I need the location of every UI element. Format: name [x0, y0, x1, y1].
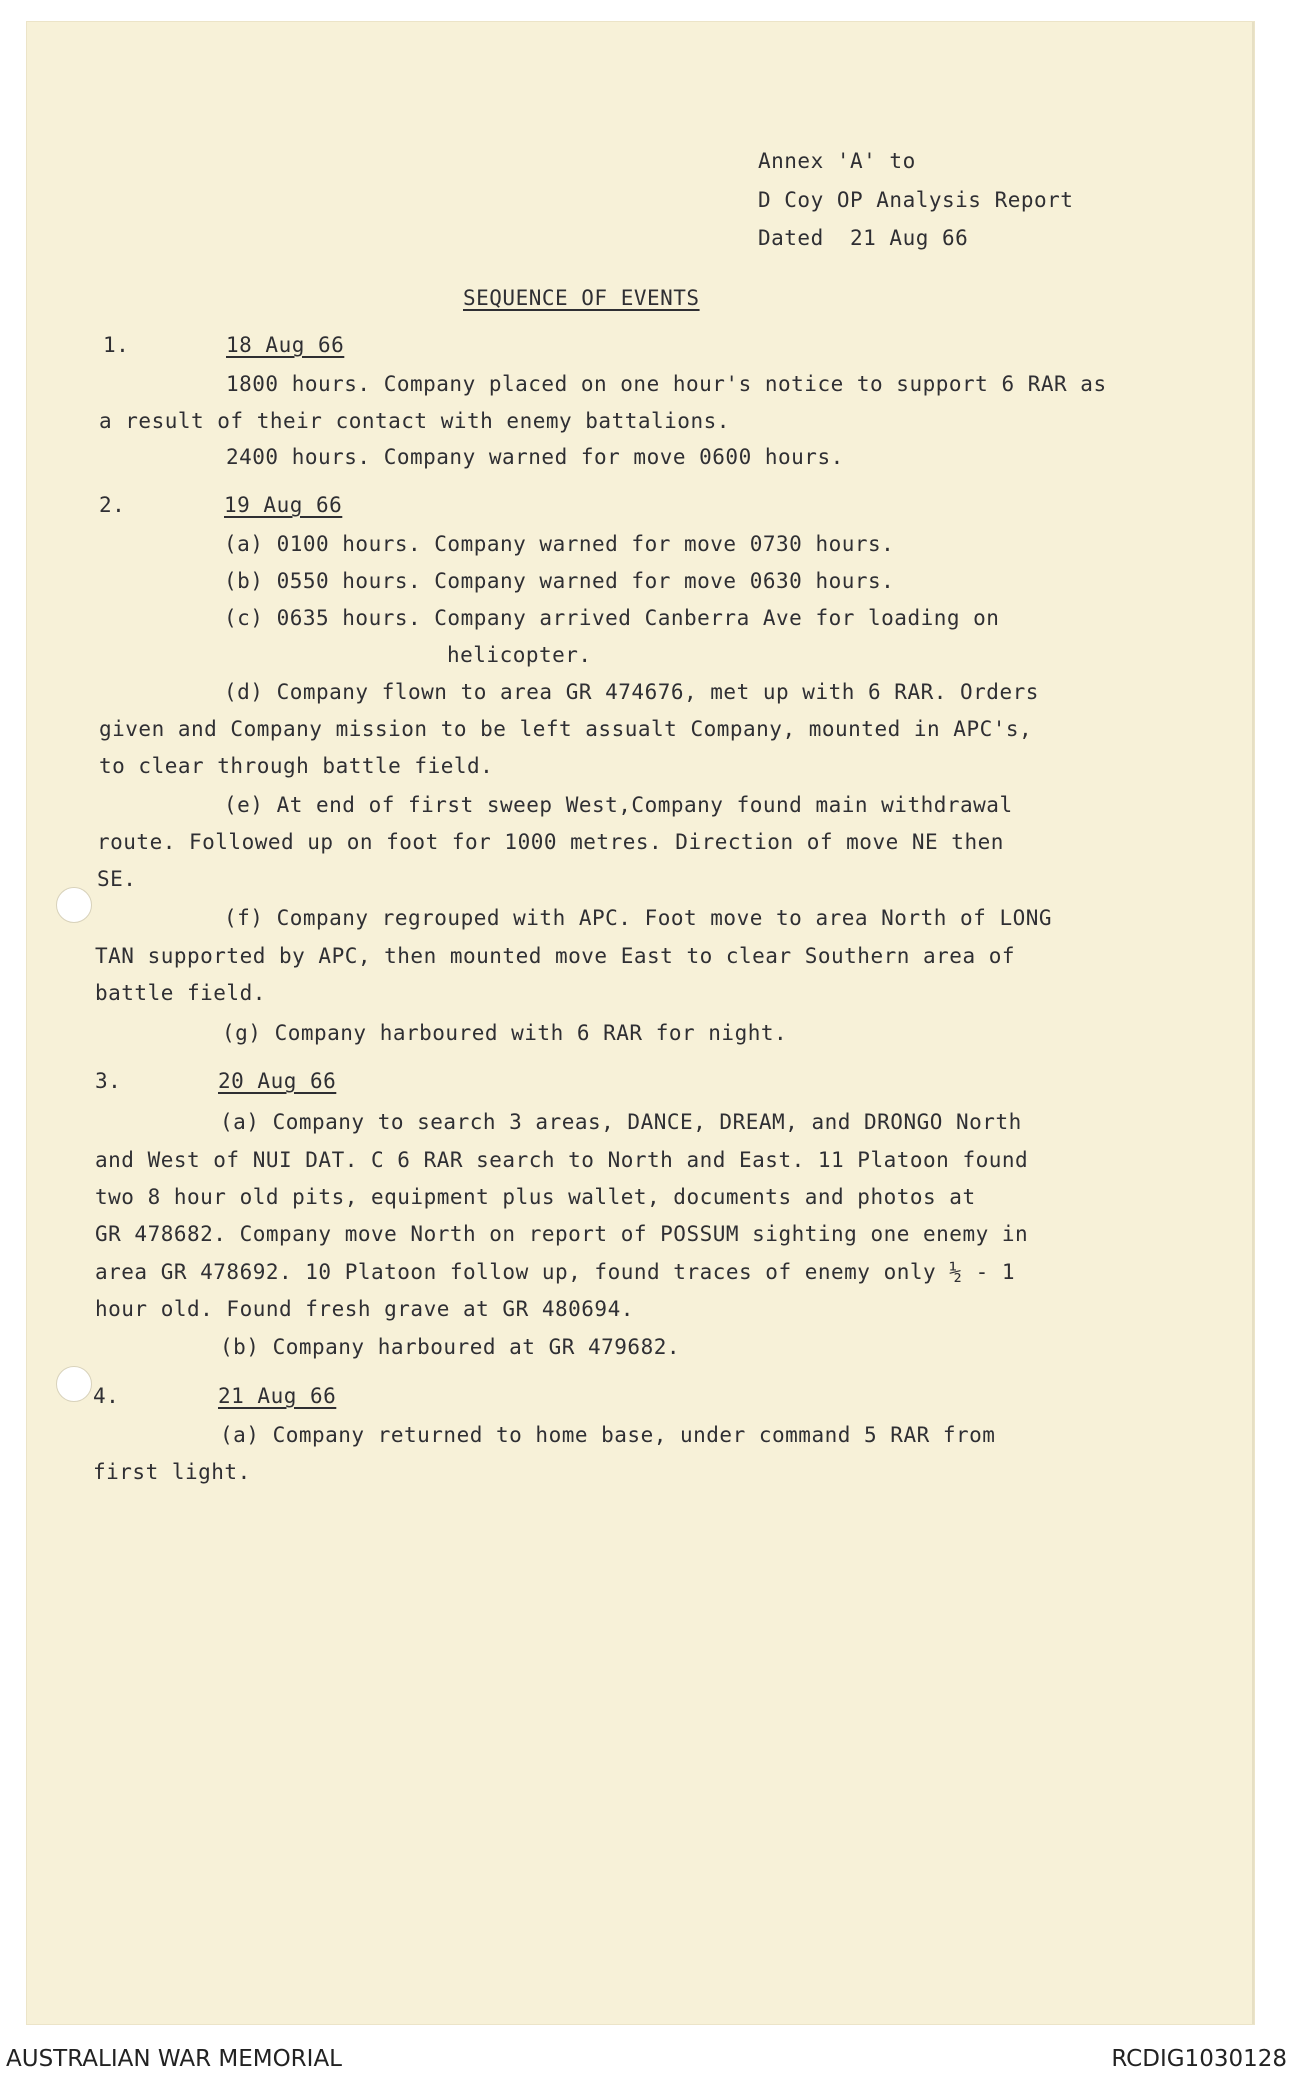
section-4-date: 21 Aug 66: [218, 1384, 337, 1408]
section-3-item-a-line-5: area GR 478692. 10 Platoon follow up, found traces of enemy only ½ - 1: [95, 1260, 1016, 1284]
section-4-number: 4.: [93, 1384, 120, 1408]
annex-line-3: Dated 21 Aug 66: [758, 226, 969, 250]
section-3-item-a-line-2: and West of NUI DAT. C 6 RAR search to North and East. 11 Platoon found: [95, 1148, 1029, 1172]
section-1-line-2: a result of their contact with enemy battalions.: [99, 409, 730, 433]
section-2-item-e-line-3: SE.: [97, 867, 137, 891]
section-2-item-a: (a) 0100 hours. Company warned for move 0730 hours.: [224, 532, 895, 556]
section-3-item-a-line-3: two 8 hour old pits, equipment plus wallet, documents and photos at: [95, 1185, 976, 1209]
footer-institution: AUSTRALIAN WAR MEMORIAL: [6, 2046, 342, 2072]
section-2-item-c-line-2: helicopter.: [447, 643, 592, 667]
section-4-item-a-line-1: (a) Company returned to home base, under command 5 RAR from: [220, 1423, 996, 1447]
section-3-number: 3.: [95, 1069, 122, 1093]
section-1-line-3: 2400 hours. Company warned for move 0600 hours.: [226, 445, 844, 469]
punch-hole-top: [56, 887, 92, 923]
section-4-item-a-line-2: first light.: [93, 1460, 251, 1484]
section-3-date: 20 Aug 66: [218, 1069, 337, 1093]
section-2-number: 2.: [99, 493, 126, 517]
section-2-item-f-line-1: (f) Company regrouped with APC. Foot move to area North of LONG: [224, 906, 1053, 930]
section-2-item-d-line-2: given and Company mission to be left assualt Company, mounted in APC's,: [99, 717, 1033, 741]
annex-line-1: Annex 'A' to: [758, 149, 916, 173]
section-2-item-d-line-1: (d) Company flown to area GR 474676, met up with 6 RAR. Orders: [224, 680, 1039, 704]
section-2-item-b: (b) 0550 hours. Company warned for move 0630 hours.: [224, 569, 895, 593]
footer-record-id: RCDIG1030128: [1111, 2046, 1287, 2072]
section-2-item-c-line-1: (c) 0635 hours. Company arrived Canberra Ave for loading on: [224, 606, 1000, 630]
section-3-item-b: (b) Company harboured at GR 479682.: [220, 1335, 681, 1359]
section-3-item-a-line-4: GR 478682. Company move North on report of POSSUM sighting one enemy in: [95, 1222, 1029, 1246]
section-2-item-e-line-2: route. Followed up on foot for 1000 metres. Direction of move NE then: [97, 830, 1004, 854]
section-1-number: 1.: [103, 333, 130, 357]
document-title: SEQUENCE OF EVENTS: [463, 286, 700, 310]
section-2-item-f-line-2: TAN supported by APC, then mounted move East to clear Southern area of: [95, 944, 1016, 968]
section-2-date: 19 Aug 66: [224, 493, 343, 517]
annex-line-2: D Coy OP Analysis Report: [758, 188, 1074, 212]
section-3-item-a-line-1: (a) Company to search 3 areas, DANCE, DREAM, and DRONGO North: [220, 1110, 1022, 1134]
section-2-item-g: (g) Company harboured with 6 RAR for night.: [222, 1021, 788, 1045]
section-2-item-f-line-3: battle field.: [95, 981, 266, 1005]
punch-hole-bottom: [56, 1366, 92, 1402]
section-1-date: 18 Aug 66: [226, 333, 345, 357]
section-3-item-a-line-6: hour old. Found fresh grave at GR 480694.: [95, 1297, 634, 1321]
section-1-line-1: 1800 hours. Company placed on one hour's notice to support 6 RAR as: [226, 372, 1107, 396]
section-2-item-d-line-3: to clear through battle field.: [99, 754, 494, 778]
section-2-item-e-line-1: (e) At end of first sweep West,Company found main withdrawal: [224, 793, 1013, 817]
